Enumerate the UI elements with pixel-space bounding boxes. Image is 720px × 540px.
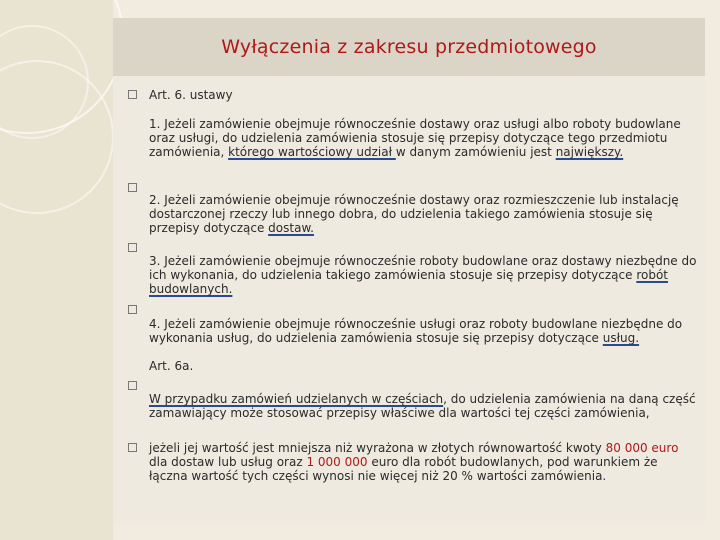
paragraph-2: 2. Jeżeli zamówienie obejmuje równocześnie dostawy oraz rozmieszczenie lub instalację dostarczonej rzeczy lub innego dobra, do udzielenia takiego zamówienia stosuje się przepisy dotyczące dostaw.	[149, 193, 679, 235]
underlined-text: którego wartościowy udział	[228, 145, 396, 159]
bullet-box-icon	[128, 443, 137, 452]
bullet-box-icon	[128, 90, 137, 99]
underlined-text: usług.	[602, 331, 640, 345]
amount-80000-euro: 80 000 euro	[605, 441, 679, 455]
bullet-box-icon	[128, 381, 137, 390]
amount-1000000: 1 000 000	[306, 455, 368, 469]
paragraph-1: 1. Jeżeli zamówienie obejmuje równocześnie dostawy oraz usługi albo roboty budowlane oraz usługi, do udzielenia zamówienia stosuje się przepisy dotyczące tego przedmiotu zamówienia, którego wartościowy udział w danym zamówieniu jest największy.	[149, 117, 681, 159]
art6a-heading: Art. 6a.	[149, 359, 194, 373]
paragraph-6: jeżeli jej wartość jest mniejsza niż wyrażona w złotych równowartość kwoty 80 000 euro dla dostaw lub usług oraz 1 000 000 euro dla robót budowlanych, pod warunkiem że łączna wartość tych części wynosi nie więcej niż 20 % wartości zamówienia.	[149, 441, 679, 483]
paragraph-3: 3. Jeżeli zamówienie obejmuje równocześnie roboty budowlane oraz dostawy niezbędne do ich wykonania, do udzielenia takiego zamówienia stosuje się przepisy dotyczące robót budowlanych.	[149, 254, 697, 296]
bullet-box-icon	[128, 243, 137, 252]
underlined-text: W przypadku zamówień udzielanych w częściach	[149, 392, 444, 406]
underlined-text: dostaw.	[268, 221, 314, 235]
slide-title: Wyłączenia z zakresu przedmiotowego	[221, 36, 597, 58]
underlined-text: robót budowlanych.	[149, 268, 668, 296]
bullet-box-icon	[128, 183, 137, 192]
paragraph-5: W przypadku zamówień udzielanych w częściach, do udzielenia zamówienia na daną część zamawiający może stosować przepisy właściwe dla wartości tej części zamówienia,	[149, 392, 696, 420]
bullet-box-icon	[128, 305, 137, 314]
left-decorative-band	[0, 0, 113, 540]
underlined-text: największy.	[555, 145, 624, 159]
art6-heading: Art. 6. ustawy	[149, 88, 233, 102]
paragraph-4: 4. Jeżeli zamówienie obejmuje równocześnie usługi oraz roboty budowlane niezbędne do wykonania usług, do udzielenia zamówienia stosuje się przepisy dotyczące usług.	[149, 317, 683, 345]
